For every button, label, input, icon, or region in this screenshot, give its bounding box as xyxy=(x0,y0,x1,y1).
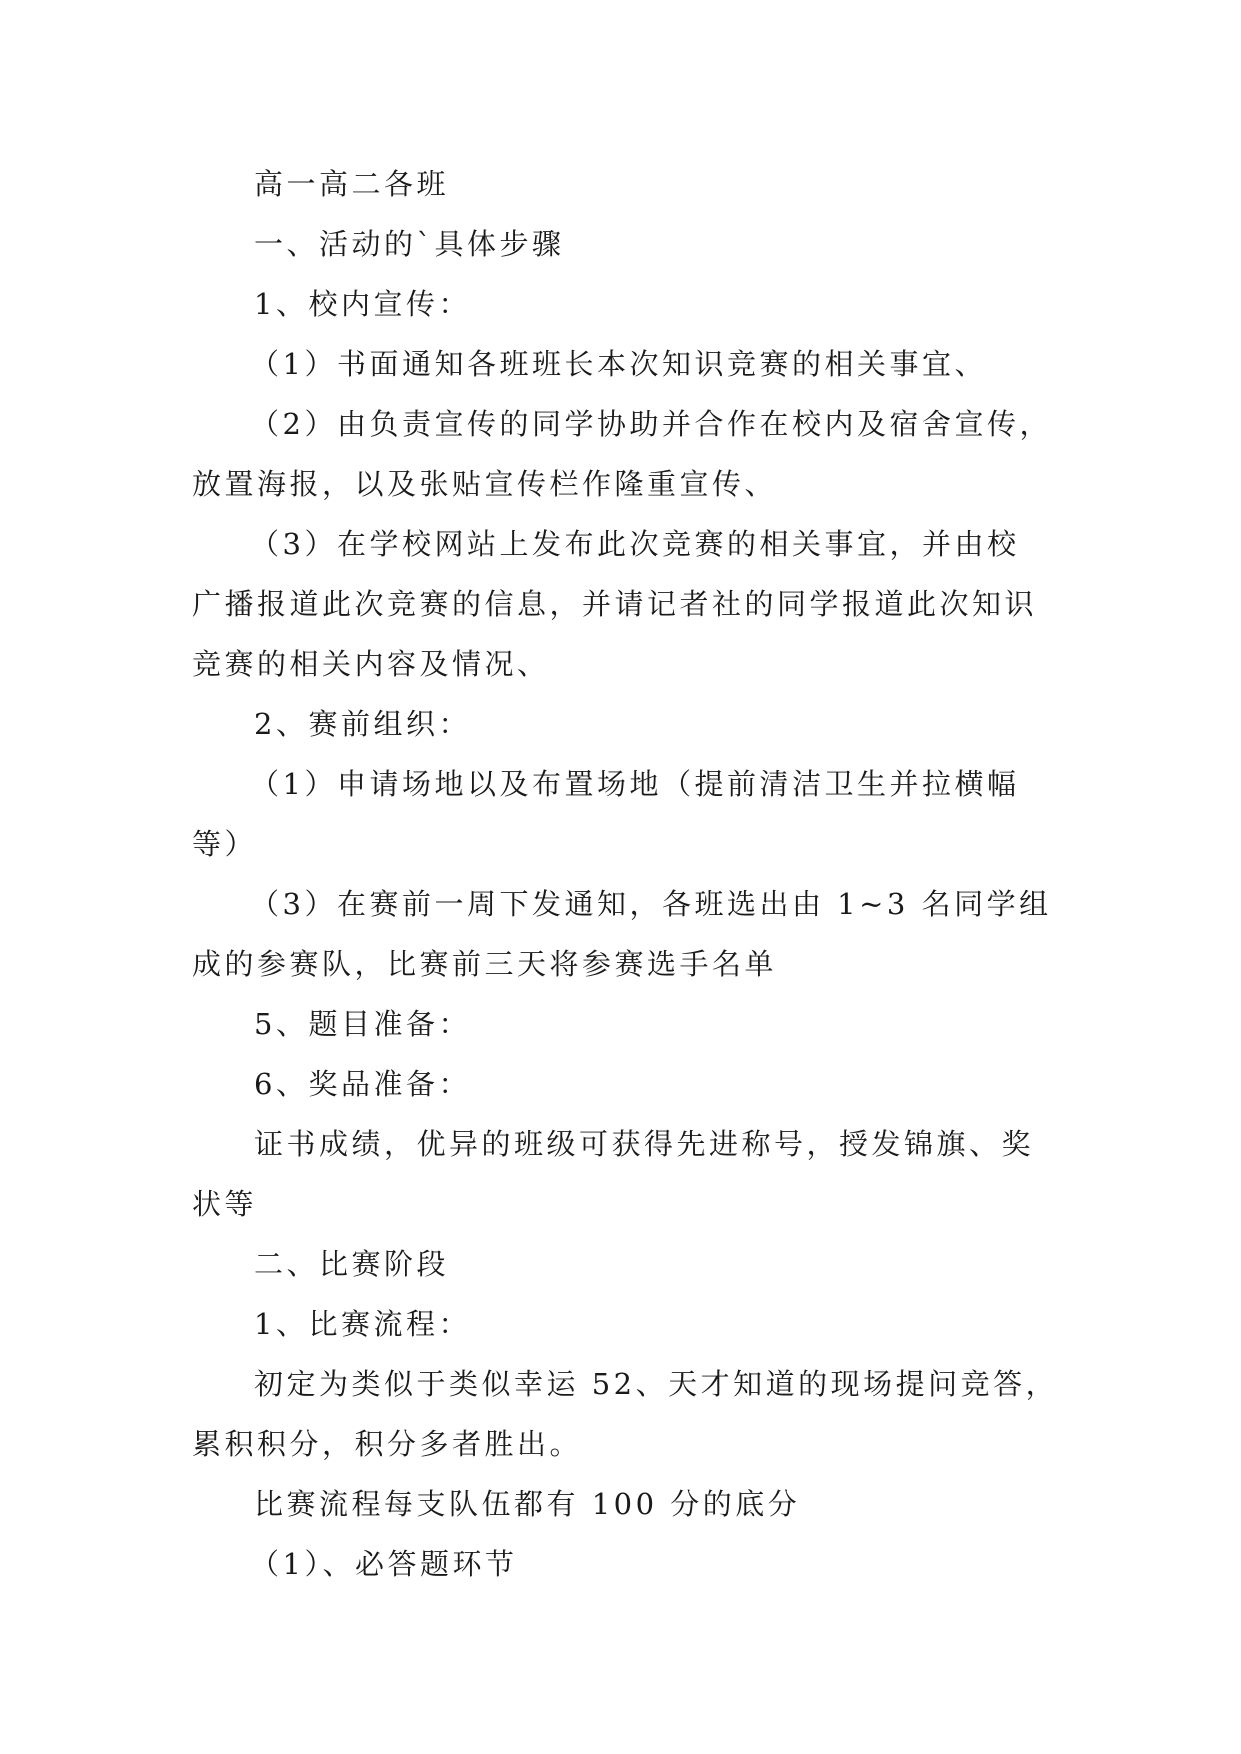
paragraph-line: （1）、必答题环节 xyxy=(250,1547,518,1581)
document-body xyxy=(192,154,1072,1594)
paragraph-line: （2）由负责宣传的同学协助并合作在校内及宿舍宣传， xyxy=(250,407,1052,441)
subheading-competition-process: 1、比赛流程： xyxy=(254,1307,471,1341)
paragraph-line: 放置海报，以及张贴宣传栏作隆重宣传、 xyxy=(192,467,778,501)
paragraph-line: 状等 xyxy=(192,1187,258,1221)
paragraph-line: （3）在学校网站上发布此次竞赛的相关事宜，并由校 xyxy=(250,527,1020,561)
paragraph-line: （1）申请场地以及布置场地（提前清洁卫生并拉横幅 xyxy=(250,767,1020,801)
paragraph-line: 累积积分，积分多者胜出。 xyxy=(192,1427,583,1461)
subheading-question-prep: 5、题目准备： xyxy=(254,1007,471,1041)
subheading-pre-competition: 2、赛前组织： xyxy=(254,707,471,741)
paragraph-line: 竞赛的相关内容及情况、 xyxy=(192,647,550,681)
recipient-line: 高一高二各班 xyxy=(254,167,450,201)
section-heading-activity-steps: 一、活动的`具体步骤 xyxy=(254,227,565,261)
paragraph-line: 等） xyxy=(192,827,258,861)
paragraph-line: 比赛流程每支队伍都有 100 分的底分 xyxy=(254,1487,801,1521)
subheading-campus-publicity: 1、校内宣传： xyxy=(254,287,471,321)
section-heading-competition-stage: 二、比赛阶段 xyxy=(254,1247,450,1281)
paragraph-line: 成的参赛队，比赛前三天将参赛选手名单 xyxy=(192,947,778,981)
paragraph-line: （3）在赛前一周下发通知，各班选出由 1~3 名同学组 xyxy=(250,887,1052,921)
paragraph-line: （1）书面通知各班班长本次知识竞赛的相关事宜、 xyxy=(250,347,987,381)
paragraph-line: 证书成绩，优异的班级可获得先进称号，授发锦旗、奖 xyxy=(254,1127,1035,1161)
paragraph-line: 广播报道此次竞赛的信息，并请记者社的同学报道此次知识 xyxy=(192,587,1038,621)
paragraph-line: 初定为类似于类似幸运 52、天才知道的现场提问竞答， xyxy=(254,1367,1059,1401)
subheading-prize-prep: 6、奖品准备： xyxy=(254,1067,471,1101)
